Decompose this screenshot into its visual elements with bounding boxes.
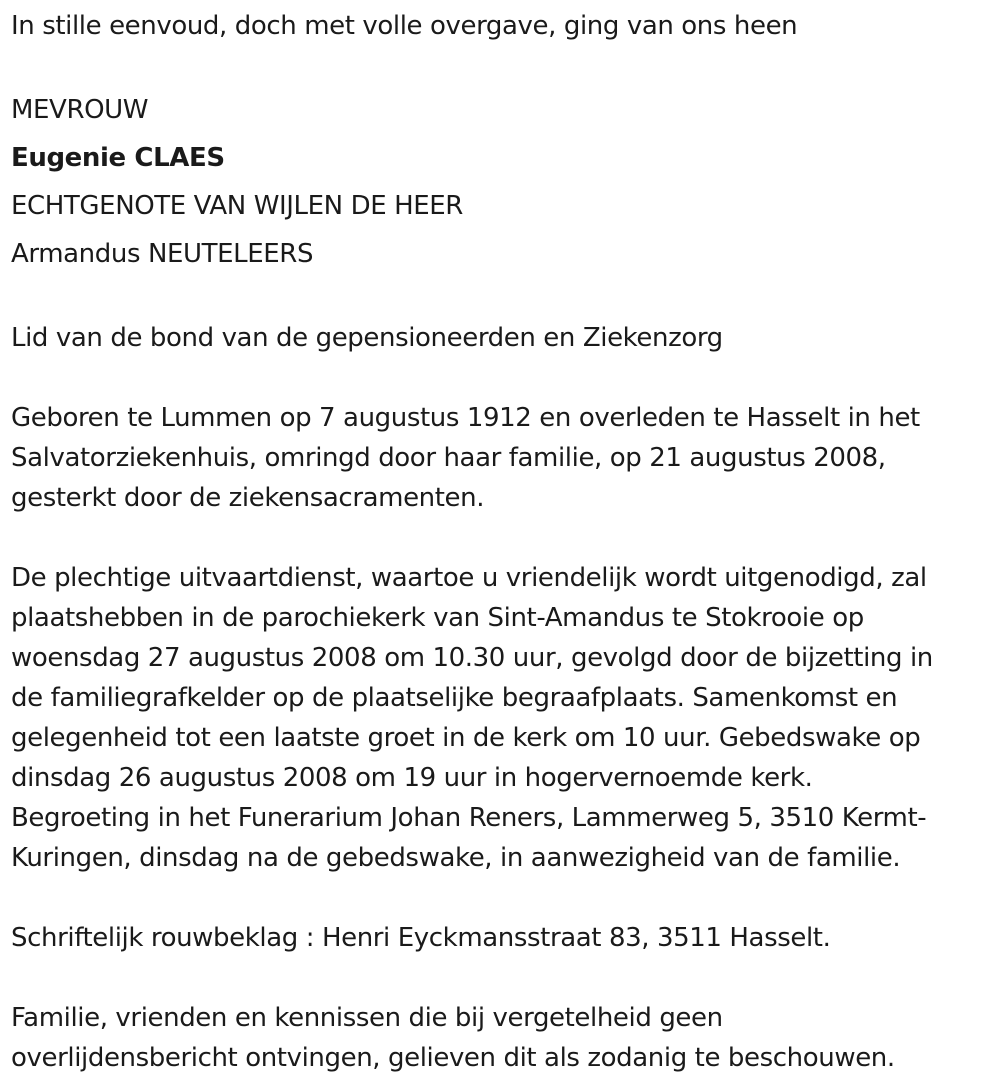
closing-paragraph (11, 998, 986, 1078)
spacer (11, 278, 986, 318)
paragraph-line: gelegenheid tot een laatste groet in de kerk om 10 uur. Gebedswake op (11, 723, 921, 753)
paragraph-line: woensdag 27 augustus 2008 om 10.30 uur, gevolgd door de bijzetting in (11, 643, 933, 673)
intro-line: In stille eenvoud, doch met volle overgave, ging van ons heen (11, 11, 798, 41)
obituary-notice (11, 6, 986, 1078)
paragraph-line: Salvatorziekenhuis, omringd door haar familie, op 21 augustus 2008, (11, 443, 886, 473)
spacer (11, 358, 986, 398)
birth-death-paragraph (11, 398, 986, 518)
spacer (11, 518, 986, 558)
spacer (11, 958, 986, 998)
membership-line: Lid van de bond van de gepensioneerden en Ziekenzorg (11, 323, 723, 353)
paragraph-line: overlijdensbericht ontvingen, gelieven dit als zodanig te beschouwen. (11, 1043, 895, 1073)
paragraph-line: Familie, vrienden en kennissen die bij vergetelheid geen (11, 1003, 723, 1033)
paragraph-line: plaatshebben in de parochiekerk van Sint-Amandus te Stokrooie op (11, 603, 864, 633)
spouse-name: Armandus NEUTELEERS (11, 239, 314, 269)
deceased-name: Eugenie CLAES (11, 143, 225, 173)
paragraph-line: Kuringen, dinsdag na de gebedswake, in aanwezigheid van de familie. (11, 843, 901, 873)
title-prefix: MEVROUW (11, 95, 149, 125)
paragraph-line: de familiegrafkelder op de plaatselijke begraafplaats. Samenkomst en (11, 683, 898, 713)
paragraph-line: gesterkt door de ziekensacramenten. (11, 483, 485, 513)
paragraph-line: Geboren te Lummen op 7 augustus 1912 en overleden te Hasselt in het (11, 403, 920, 433)
paragraph-line: dinsdag 26 augustus 2008 om 19 uur in hogervernoemde kerk. (11, 763, 813, 793)
spouse-line: ECHTGENOTE VAN WIJLEN DE HEER (11, 191, 463, 221)
condolence-address: Schriftelijk rouwbeklag : Henri Eyckmansstraat 83, 3511 Hasselt. (11, 923, 831, 953)
paragraph-line: De plechtige uitvaartdienst, waartoe u vriendelijk wordt uitgenodigd, zal (11, 563, 927, 593)
spacer (11, 46, 986, 86)
funeral-paragraph (11, 558, 986, 878)
paragraph-line: Begroeting in het Funerarium Johan Reners, Lammerweg 5, 3510 Kermt- (11, 803, 927, 833)
spacer (11, 878, 986, 918)
